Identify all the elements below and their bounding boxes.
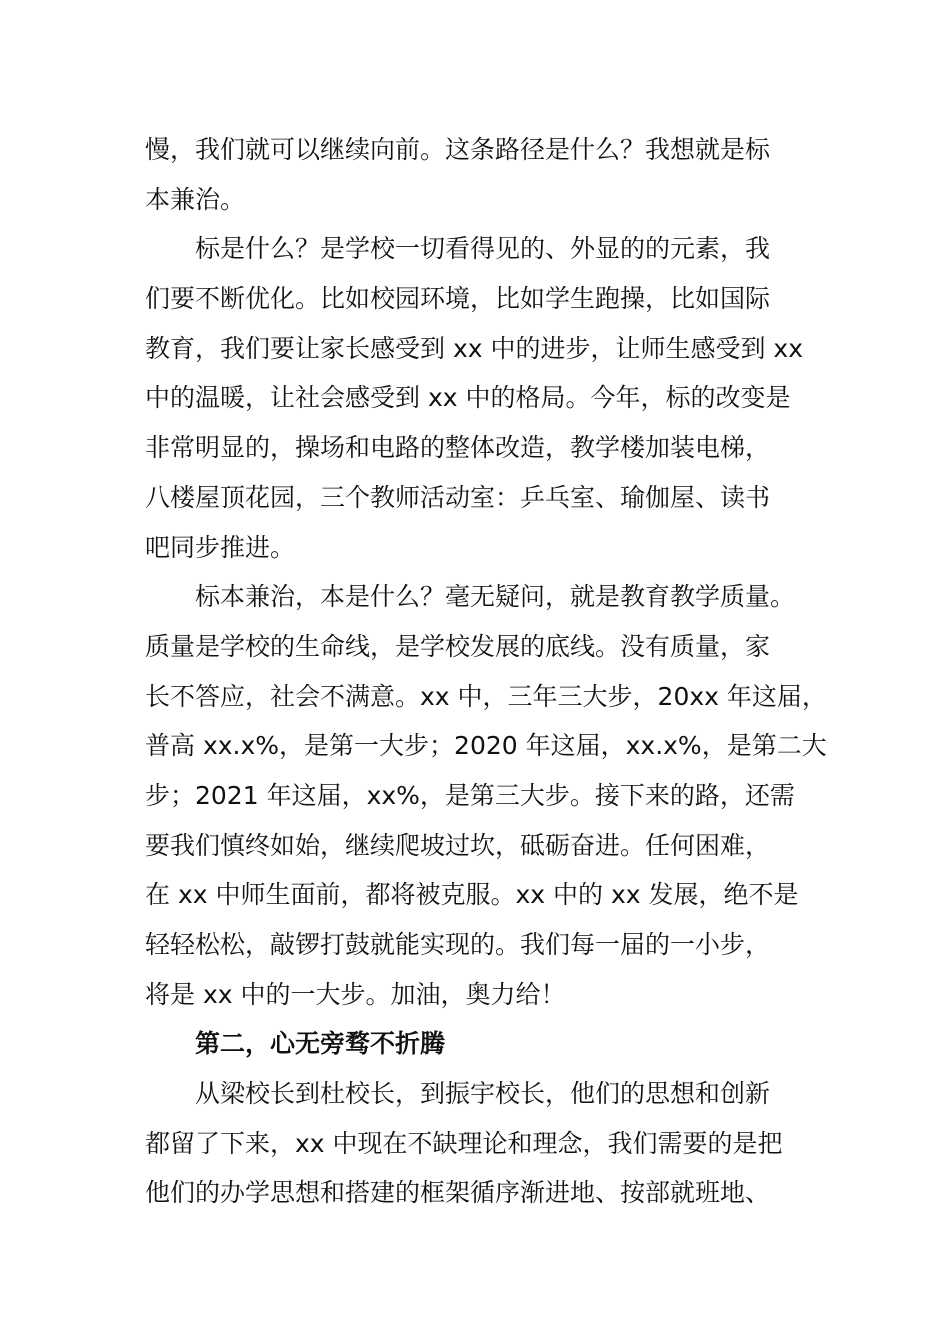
text-line: 都留了下来，xx 中现在不缺理论和理念，我们需要的是把 xyxy=(145,1128,783,1158)
text-line: 中的温暖，让社会感受到 xx 中的格局。今年，标的改变是 xyxy=(145,383,791,413)
text-line: 们要不断优化。比如校园环境，比如学生跑操，比如国际 xyxy=(145,284,771,314)
text-line: 非常明显的，操场和电路的整体改造，教学楼加装电梯， xyxy=(145,433,771,463)
text-line: 标是什么？是学校一切看得见的、外显的的元素，我 xyxy=(195,234,771,264)
text-line: 教育，我们要让家长感受到 xx 中的进步，让师生感受到 xx xyxy=(145,333,804,363)
paragraph-1 xyxy=(145,125,835,224)
text-line: 步；2021 年这届，xx%，是第三大步。接下来的路，还需 xyxy=(145,780,795,810)
text-line: 标本兼治，本是什么？毫无疑问，就是教育教学质量。 xyxy=(195,582,796,612)
text-line: 质量是学校的生命线，是学校发展的底线。没有质量，家 xyxy=(145,631,771,661)
text-line: 吧同步推进。 xyxy=(145,532,296,562)
text-line: 轻轻松松，敲锣打鼓就能实现的。我们每一届的一小步， xyxy=(145,930,771,959)
text-line: 在 xx 中师生面前，都将被克服。xx 中的 xx 发展，绝不是 xyxy=(145,880,799,910)
paragraph-3 xyxy=(145,572,835,1019)
heading-text: 第二，心无旁骛不折腾 xyxy=(195,1029,446,1059)
document-body xyxy=(145,125,835,1218)
text-line: 慢，我们就可以继续向前。这条路径是什么？我想就是标 xyxy=(145,135,771,164)
text-line: 八楼屋顶花园，三个教师活动室：乒乓室、瑜伽屋、读书 xyxy=(145,482,771,512)
paragraph-4 xyxy=(145,1069,835,1218)
text-line: 他们的办学思想和搭建的框架循序渐进地、按部就班地、 xyxy=(145,1178,771,1208)
text-line: 长不答应，社会不满意。xx 中，三年三大步，20xx 年这届， xyxy=(145,681,827,711)
text-line: 本兼治。 xyxy=(145,184,246,214)
text-line: 从梁校长到杜校长，到振宇校长，他们的思想和创新 xyxy=(195,1079,771,1109)
text-line: 要我们慎终如始，继续爬坡过坎，砥砺奋进。任何困难， xyxy=(145,830,771,860)
text-line: 普高 xx.x%，是第一大步；2020 年这届，xx.x%，是第二大 xyxy=(145,731,827,761)
section-heading xyxy=(145,1019,835,1069)
paragraph-2 xyxy=(145,224,835,572)
text-line: 将是 xx 中的一大步。加油，奥力给！ xyxy=(145,979,566,1009)
